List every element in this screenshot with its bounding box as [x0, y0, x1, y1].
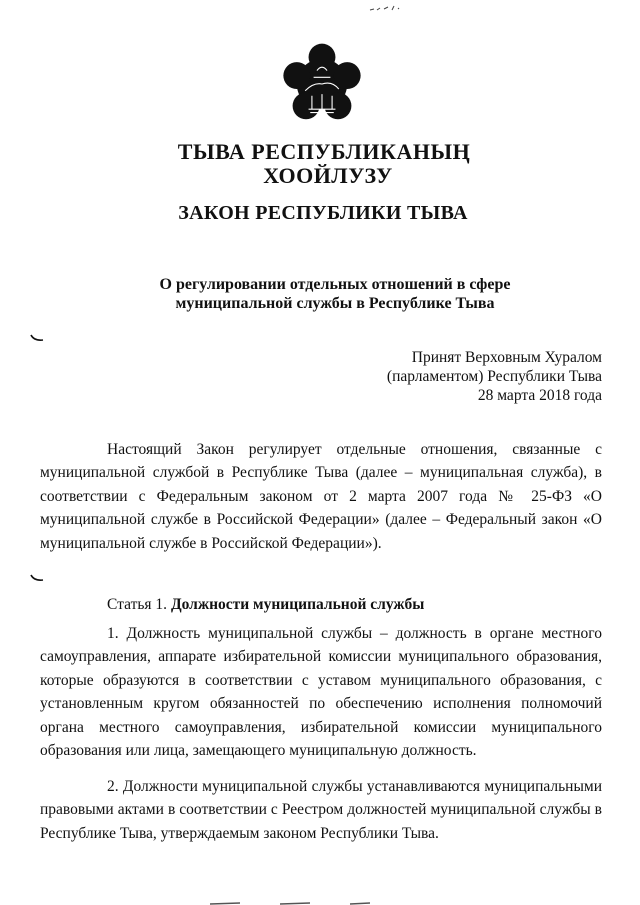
law-subject-line1: О регулировании отдельных отношений в сфере — [159, 276, 511, 293]
coat-of-arms-emblem-icon — [280, 42, 364, 126]
title-tuvan-line2: ХООЙЛУЗУ — [263, 163, 393, 188]
page-bottom-scan-artifact — [200, 898, 400, 905]
adoption-line1: Принят Верховным Хуралом — [411, 349, 602, 366]
scan-artifact-mark — [368, 2, 408, 12]
article-1-paragraph-2-block — [40, 775, 602, 845]
intro-paragraph: Настоящий Закон регулирует отдельные отношения, связанные с муниципальной службой в Республике Тыва (далее – муниципальная служба), в соответствии с Федеральным законом от 2 марта 2007 года № 25-ФЗ «О муниципальной службе в Российской Федерации» (далее – Федеральный закон «О муниципальной службе в Российской Федерации»). — [40, 441, 602, 552]
article-1-prefix: Статья 1. — [107, 596, 168, 613]
adoption-note — [387, 348, 602, 405]
margin-pen-mark-icon — [30, 334, 44, 342]
intro-paragraph-block — [40, 438, 602, 555]
title-russian: ЗАКОН РЕСПУБЛИКИ ТЫВА — [178, 202, 468, 224]
adoption-line2: (парламентом) Республики Тыва — [386, 368, 602, 385]
article-1-paragraph-1: 1. Должность муниципальной службы – должность в органе местного самоуправления, аппарате избирательной комиссии муниципального образования, которые образуются в соответствии с уставом муниципального образования, с установленным кругом обязанностей по обеспечению исполнения полномочий органа местного самоуправления, избирательной комиссии муниципального образования или лица, замещающего муниципальную должность. — [40, 625, 602, 760]
law-subject-line2: муниципальной службы в Республике Тыва — [175, 295, 495, 312]
margin-pen-mark-icon — [30, 574, 44, 582]
title-tuvan-line1: ТЫВА РЕСПУБЛИКАНЫҢ — [177, 139, 471, 164]
article-1-title: Должности муниципальной службы — [170, 596, 425, 613]
article-1-paragraph-1-block — [40, 622, 602, 762]
article-1-heading — [107, 596, 424, 614]
article-1-paragraph-2: 2. Должности муниципальной службы устанавливаются муниципальными правовыми актами в соответствии с Реестром должностей муниципальной службы в Республике Тыва, утверждаемым законом Республики Тыва. — [40, 778, 602, 842]
adoption-date: 28 марта 2018 года — [477, 387, 602, 404]
